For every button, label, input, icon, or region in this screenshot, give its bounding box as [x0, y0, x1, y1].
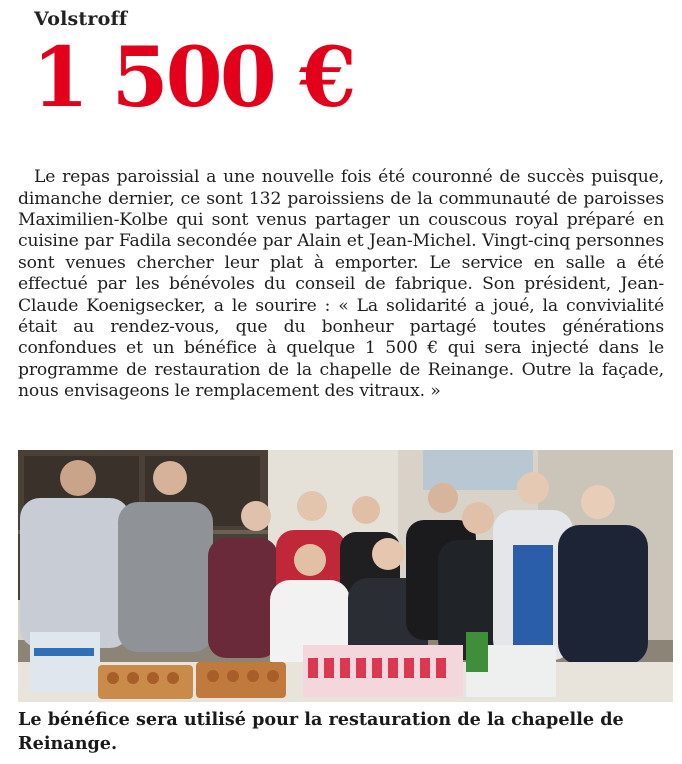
group-photo — [18, 450, 673, 702]
article-body: Le repas paroissial a une nouvelle fois été couronné de succès puisque, dimanche dernier, ce sont 132 paroissiens de la communauté de paroisses Maximilien-Kolbe qui sont venus partager un couscous royal préparé en cuisine par Fadila secondée par Alain et Jean-Michel. Vingt-cinq personnes sont venues chercher leur plat à emporter. Le service en salle a été effectué par les bénévoles du conseil de fabrique. Son président, Jean-Claude Koenigsecker, a le sourire : « La solidarité a joué, la convivialité était au rendez-vous, que du bonheur partagé toutes générations confondues et un bénéfice à quelque 1 500 € qui sera injecté dans le programme de restauration de la chapelle de Reinange. Outre la façade, nous envisageons le remplacement des vitraux. » — [18, 167, 664, 402]
photo-caption: Le bénéfice sera utilisé pour la restauration de la chapelle de Reinange. — [18, 709, 624, 754]
headline: 1 500 € — [32, 30, 354, 126]
dateline: Volstroff — [34, 8, 128, 30]
